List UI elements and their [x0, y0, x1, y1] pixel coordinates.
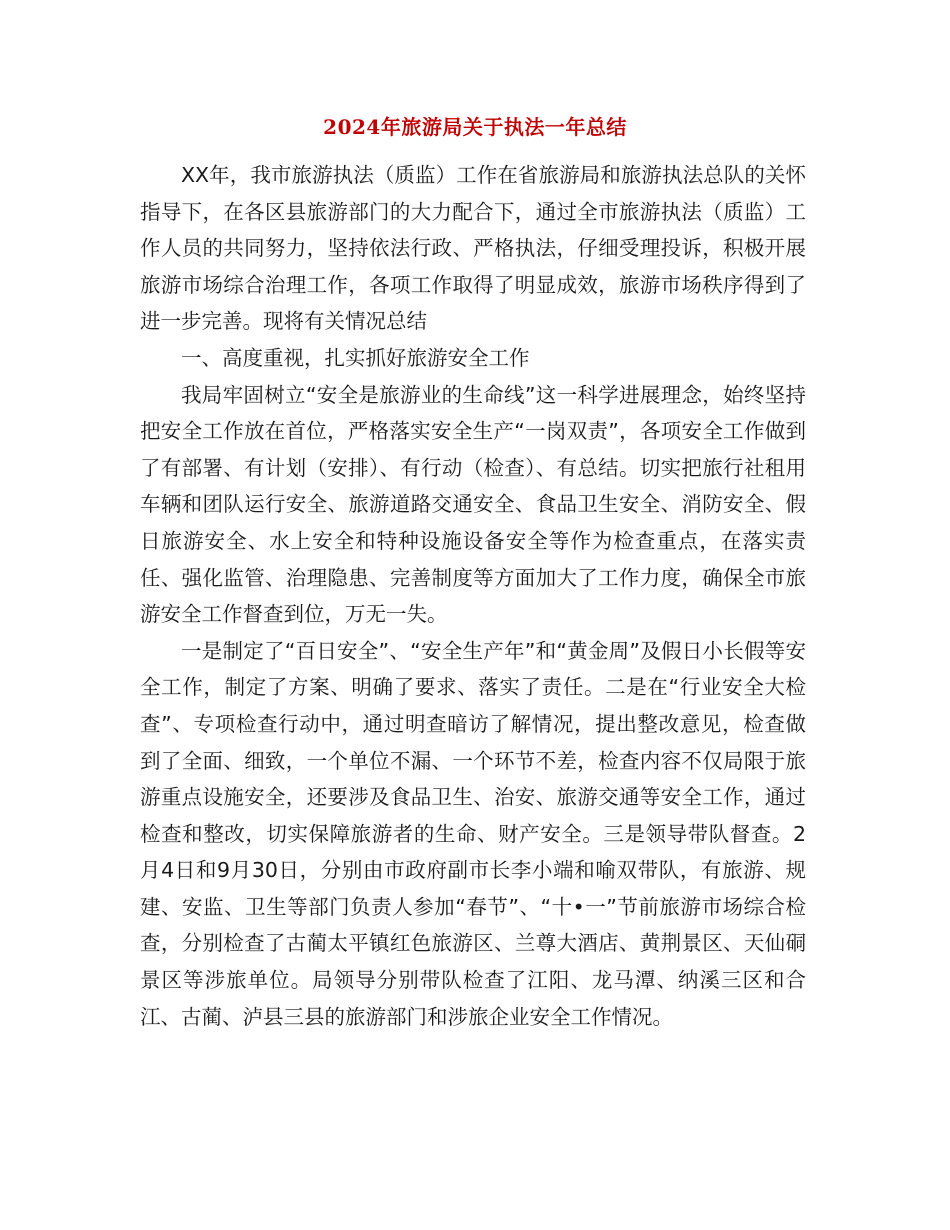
section-heading: 一、高度重视，扎实抓好旅游安全工作 [181, 345, 530, 370]
intro-paragraph: XX年，我市旅游执法（质监）工作在省旅游局和旅游执法总队的关怀指导下，在各区县旅游部门的大力配合下，通过全市旅游执法（质监）工作人员的共同努力，坚持依法行政、严格执法，仔细受理投诉，积极开展旅游市场综合治理工作，各项工作取得了明显成效，旅游市场秩序得到了进一步完善。现将有关情况总结 [140, 163, 806, 334]
measures-paragraph: 一是制定了“百日安全”、“安全生产年”和“黄金周”及假日小长假等安全工作，制定了方案、明确了要求、落实了责任。二是在“行业安全大检查”、专项检查行动中，通过明查暗访了解情况，提出整改意见，检查做到了全面、细致，一个单位不漏、一个环节不差，检查内容不仅局限于旅游重点设施安全，还要涉及食品卫生、治安、旅游交通等安全工作，通过检查和整改，切实保障旅游者的生命、财产安全。三是领导带队督查。2月4日和9月30日，分别由市政府副市长李小端和喻双带队，有旅游、规建、安监、卫生等部门负责人参加“春节”、“十•一”节前旅游市场综合检查，分别检查了古蔺太平镇红色旅游区、兰尊大酒店、黄荆景区、天仙硐景区等涉旅单位。局领导分别带队检查了江阳、龙马潭、纳溪三区和合江、古蔺、泸县三县的旅游部门和涉旅企业安全工作情况。 [140, 638, 806, 1029]
document-title: 2024年旅游局关于执法一年总结 [323, 115, 627, 139]
safety-paragraph: 我局牢固树立“安全是旅游业的生命线”这一科学进展理念，始终坚持把安全工作放在首位，严格落实安全生产“一岗双责”，各项安全工作做到了有部署、有计划（安排）、有行动（检查）、有总结。切实把旅行社租用车辆和团队运行安全、旅游道路交通安全、食品卫生安全、消防安全、假日旅游安全、水上安全和特种设施设备安全等作为检查重点，在落实责任、强化监管、治理隐患、完善制度等方面加大了工作力度，确保全市旅游安全工作督查到位，万无一失。 [140, 382, 806, 627]
document-body [140, 157, 806, 1035]
